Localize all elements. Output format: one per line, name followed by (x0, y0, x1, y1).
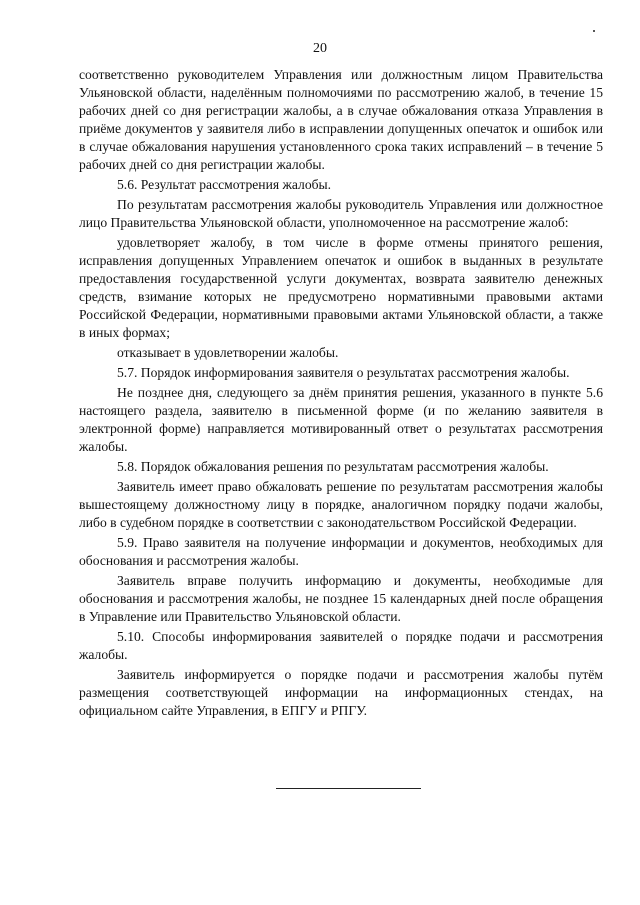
heading-5-7: 5.7. Порядок информирования заявителя о результатах рассмотрения жалобы. (117, 365, 570, 380)
heading-5-9: 5.9. Право заявителя на получение информации и документов, необходимых для обоснования и рассмотрения жалобы. (79, 535, 603, 568)
document-body (79, 66, 603, 720)
paragraph-satisfies-complaint: удовлетворяет жалобу, в том числе в форме отмены принятого решения, исправления допущенных Управлением опечаток и ошибок в выданных в результате предоставления государственной услуги документах, возврата заявителю денежных средств, взимание которых не предусмотрено нормативными правовыми актами Российской Федерации, нормативными правовыми актами Ульяновской области, а также в иных формах; (79, 235, 603, 340)
heading-5-10: 5.10. Способы информирования заявителей о порядке подачи и рассмотрения жалобы. (79, 629, 603, 662)
paragraph-complaint-deadline: соответственно руководителем Управления или должностным лицом Правительства Ульяновской области, наделённым полномочиями по рассмотрению жалоб, в течение 15 рабочих дней со дня регистрации жалобы, а в случае обжалования отказа Управления в приёме документов у заявителя либо в исправлении допущенных опечаток и ошибок или в случае обжалования нарушения установленного срока таких исправлений – в течение 5 рабочих дней со дня регистрации жалобы. (79, 67, 603, 172)
scan-speck (593, 30, 595, 32)
paragraph-reasoned-response: Не позднее дня, следующего за днём принятия решения, указанного в пункте 5.6 настоящего раздела, заявителю в письменной форме (и по желанию заявителя в электронной форме) направляется мотивированный ответ о результатах рассмотрения жалобы. (79, 385, 603, 454)
end-of-text-rule (276, 788, 421, 789)
page-number: 20 (313, 41, 327, 56)
paragraph-information-right: Заявитель вправе получить информацию и документы, необходимые для обоснования и рассмотрения жалобы, не позднее 15 календарных дней после обращения в Управление или Правительство Ульяновской области. (79, 573, 603, 624)
paragraph-appeal-right: Заявитель имеет право обжаловать решение по результатам рассмотрения жалобы вышестоящему должностному лицу в порядке, аналогичном порядку подачи жалобы, либо в судебном порядке в соответствии с законодательством Российской Федерации. (79, 479, 603, 530)
heading-5-6: 5.6. Результат рассмотрения жалобы. (117, 177, 332, 192)
paragraph-informing-methods: Заявитель информируется о порядке подачи и рассмотрения жалобы путём размещения соответствующей информации на информационных стендах, на официальном сайте Управления, в ЕПГУ и РПГУ. (79, 667, 603, 718)
paragraph-refuses-complaint: отказывает в удовлетворении жалобы. (117, 345, 339, 360)
heading-5-8: 5.8. Порядок обжалования решения по результатам рассмотрения жалобы. (117, 459, 549, 474)
paragraph-review-results: По результатам рассмотрения жалобы руководитель Управления или должностное лицо Правительства Ульяновской области, уполномоченное на рассмотрение жалоб: (79, 197, 603, 230)
